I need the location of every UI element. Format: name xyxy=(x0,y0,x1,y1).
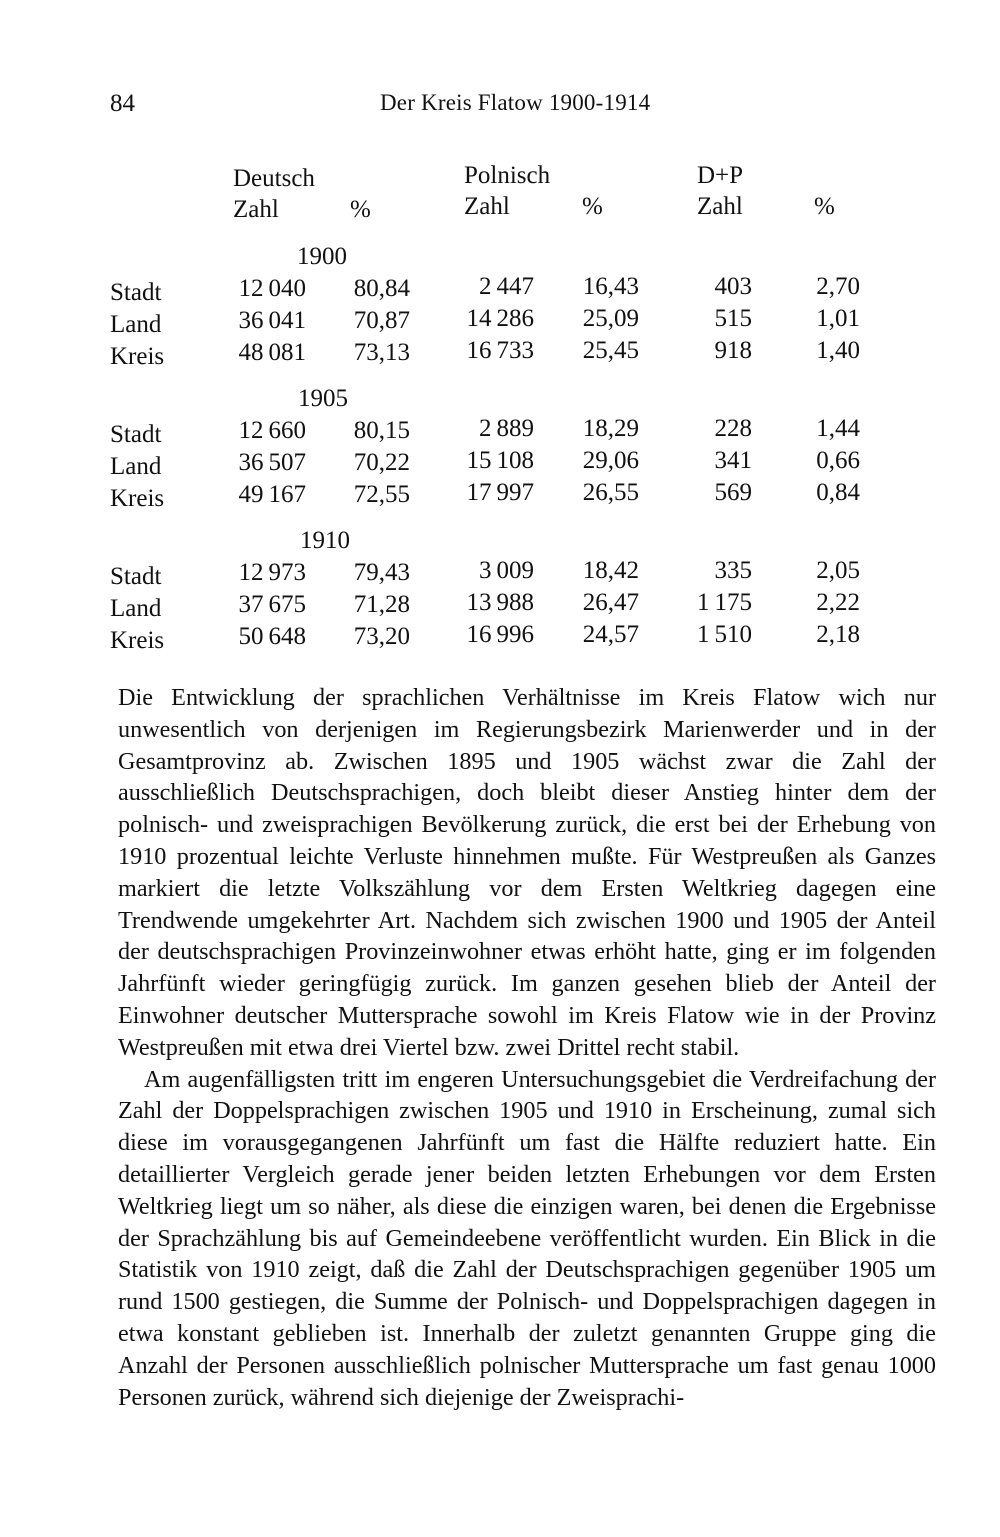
table-cell: 80,84 xyxy=(353,275,410,302)
table-cell: 12 040 xyxy=(238,275,306,302)
row-label: Kreis xyxy=(110,627,165,654)
table-cell: 1,44 xyxy=(816,415,860,442)
table-cell: 2,70 xyxy=(816,273,860,300)
table-cell: 73,13 xyxy=(353,339,410,366)
table-cell: 70,87 xyxy=(353,307,410,334)
table-cell: 2,18 xyxy=(816,621,860,648)
column-header: Zahl xyxy=(697,193,743,220)
table-cell: 25,45 xyxy=(582,337,639,364)
table-cell: 16,43 xyxy=(582,273,639,300)
table-cell: 79,43 xyxy=(353,559,410,586)
row-label: Stadt xyxy=(110,563,162,590)
column-header: Zahl xyxy=(464,193,510,220)
table-cell: 25,09 xyxy=(582,305,639,332)
column-header: Zahl xyxy=(233,196,279,223)
table-cell: 12 973 xyxy=(238,559,306,586)
column-header: % xyxy=(350,196,371,223)
table-cell: 26,47 xyxy=(582,589,639,616)
table-cell: 14 286 xyxy=(466,305,534,332)
table-cell: 2 889 xyxy=(478,415,534,442)
table-cell: 335 xyxy=(714,557,752,584)
table-cell: 80,15 xyxy=(353,417,410,444)
page-number: 84 xyxy=(110,90,135,117)
table-cell: 36 041 xyxy=(238,307,306,334)
year-heading: 1905 xyxy=(298,385,348,412)
table-cell: 403 xyxy=(714,273,752,300)
table-cell: 70,22 xyxy=(353,449,410,476)
row-label: Land xyxy=(110,595,162,622)
year-heading: 1900 xyxy=(297,243,347,270)
table-cell: 18,42 xyxy=(582,557,639,584)
row-label: Kreis xyxy=(110,485,165,512)
table-cell: 16 996 xyxy=(466,621,534,648)
table-cell: 2,22 xyxy=(816,589,860,616)
group-header-deutsch: Deutsch xyxy=(233,165,315,192)
table-cell: 15 108 xyxy=(466,447,534,474)
table-cell: 515 xyxy=(714,305,752,332)
table-cell: 37 675 xyxy=(238,591,306,618)
table-cell: 228 xyxy=(714,415,752,442)
body-text xyxy=(118,682,936,1413)
table-cell: 71,28 xyxy=(353,591,410,618)
table-cell: 0,84 xyxy=(816,479,860,506)
column-header: % xyxy=(814,193,835,220)
paragraph: Die Entwicklung der sprachlichen Verhältnisse im Kreis Flatow wich nur unwesentlich von derjenigen im Regierungsbezirk Marienwerder und in der Gesamtprovinz ab. Zwischen 1895 und 1905 wächst zwar die Zahl der ausschließlich Deutschsprachigen, doch bleibt dieser Anstieg hinter dem der polnisch- und zweisprachigen Bevölkerung zurück, die erst bei der Erhebung von 1910 prozentual leichte Verluste hinnehmen mußte. Für Westpreußen als Ganzes markiert die letzte Volkszählung vor dem Ersten Weltkrieg dagegen eine Trendwende umgekehrter Art. Nachdem sich zwischen 1900 und 1905 der Anteil der deutschsprachigen Provinzeinwohner etwas erhöht hatte, ging er im folgenden Jahrfünft wieder geringfügig zurück. Im ganzen gesehen blieb der Anteil der Einwohner deutscher Muttersprache sowohl im Kreis Flatow wie in der Provinz Westpreußen mit etwa drei Viertel bzw. zwei Drittel recht stabil. xyxy=(118,684,936,1061)
table-cell: 29,06 xyxy=(582,447,639,474)
table-cell: 0,66 xyxy=(816,447,860,474)
table-cell: 3 009 xyxy=(478,557,534,584)
table-cell: 50 648 xyxy=(238,623,306,650)
table-cell: 1,01 xyxy=(816,305,860,332)
table-cell: 26,55 xyxy=(582,479,639,506)
table-cell: 2 447 xyxy=(478,273,534,300)
table-cell: 2,05 xyxy=(816,557,860,584)
row-label: Land xyxy=(110,311,162,338)
table-cell: 918 xyxy=(714,337,752,364)
table-cell: 48 081 xyxy=(238,339,306,366)
row-label: Kreis xyxy=(110,343,165,370)
table-cell: 569 xyxy=(714,479,752,506)
paragraph: Am augenfälligsten tritt im engeren Untersuchungsgebiet die Verdreifachung der Zahl der Doppelsprachigen zwischen 1905 und 1910 in Erscheinung, zumal sich diese im vorausgegangenen Jahrfünft um fast die Hälfte reduziert hatte. Ein detaillierter Vergleich gerade jener beiden letzten Erhebungen vor dem Ersten Weltkrieg liegt um so näher, als diese die einzigen waren, bei denen die Ergebnisse der Sprachzählung bis auf Gemeindeebene veröffentlicht wurden. Ein Blick in die Statistik von 1910 zeigt, daß die Zahl der Deutschsprachigen gegenüber 1905 um rund 1500 gestiegen, die Summe der Polnisch- und Doppelsprachigen dagegen in etwa konstant geblieben ist. Innerhalb der zuletzt genannten Gruppe ging die Anzahl der Personen ausschließlich polnischer Muttersprache um fast genau 1000 Personen zurück, während sich diejenige der Zweisprachi- xyxy=(118,1065,936,1411)
table-cell: 341 xyxy=(714,447,752,474)
column-header: % xyxy=(582,193,603,220)
table-cell: 72,55 xyxy=(353,481,410,508)
table-cell: 18,29 xyxy=(582,415,639,442)
year-heading: 1910 xyxy=(300,527,350,554)
group-header-dp: D+P xyxy=(697,162,744,189)
row-label: Land xyxy=(110,453,162,480)
table-cell: 12 660 xyxy=(238,417,306,444)
table-cell: 1,40 xyxy=(816,337,860,364)
table-cell: 24,57 xyxy=(582,621,639,648)
table-cell: 17 997 xyxy=(466,479,534,506)
table-cell: 49 167 xyxy=(238,481,306,508)
row-label: Stadt xyxy=(110,421,162,448)
group-header-polnisch: Polnisch xyxy=(464,162,551,189)
row-label: Stadt xyxy=(110,279,162,306)
table-cell: 36 507 xyxy=(238,449,306,476)
table-cell: 13 988 xyxy=(466,589,534,616)
table-cell: 16 733 xyxy=(466,337,534,364)
table-cell: 1 510 xyxy=(696,621,752,648)
table-cell: 1 175 xyxy=(696,589,752,616)
table-cell: 73,20 xyxy=(353,623,410,650)
running-title: Der Kreis Flatow 1900-1914 xyxy=(380,90,651,115)
